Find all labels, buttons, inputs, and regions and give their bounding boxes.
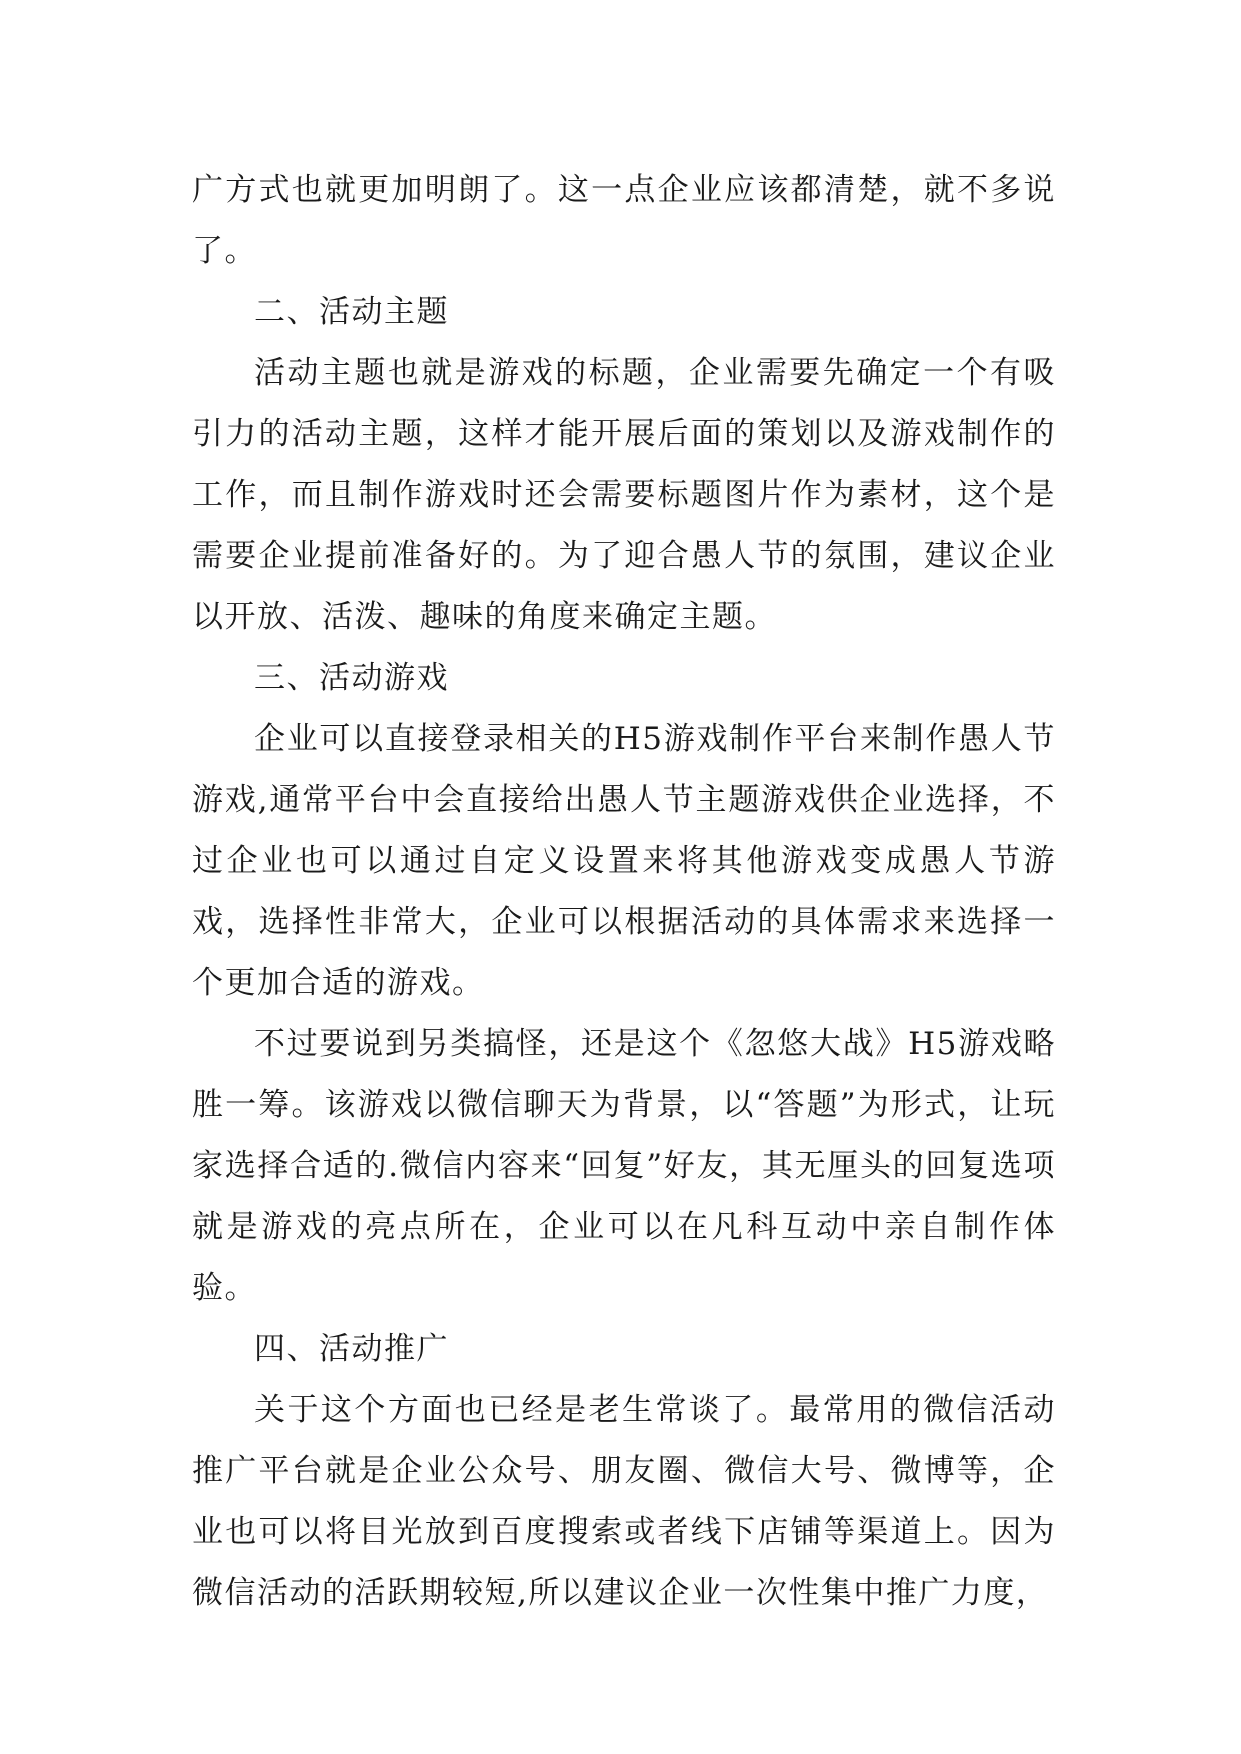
section-heading-theme: 二、活动主题	[254, 294, 449, 330]
section-heading-promotion: 四、活动推广	[254, 1331, 449, 1367]
document-body	[192, 160, 1056, 1624]
paragraph-continuation: 广方式也就更加明朗了。这一点企业应该都清楚，就不多说了。	[192, 172, 1056, 269]
paragraph-theme: 活动主题也就是游戏的标题，企业需要先确定一个有吸引力的活动主题，这样才能开展后面的策划以及游戏制作的工作，而且制作游戏时还会需要标题图片作为素材，这个是需要企业提前准备好的。为了迎合愚人节的氛围，建议企业以开放、活泼、趣味的角度来确定主题。	[192, 355, 1056, 635]
section-heading-game: 三、活动游戏	[254, 660, 449, 696]
paragraph-game: 企业可以直接登录相关的H5游戏制作平台来制作愚人节游戏,通常平台中会直接给出愚人节主题游戏供企业选择，不过企业也可以通过自定义设置来将其他游戏变成愚人节游戏，选择性非常大，企业可以根据活动的具体需求来选择一个更加合适的游戏。	[192, 721, 1056, 1001]
paragraph-game-example: 不过要说到另类搞怪，还是这个《忽悠大战》H5游戏略胜一筹。该游戏以微信聊天为背景，以“答题”为形式，让玩家选择合适的.微信内容来“回复”好友，其无厘头的回复选项就是游戏的亮点所在，企业可以在凡科互动中亲自制作体验。	[192, 1026, 1056, 1306]
paragraph-promotion: 关于这个方面也已经是老生常谈了。最常用的微信活动推广平台就是企业公众号、朋友圈、微信大号、微博等，企业也可以将目光放到百度搜索或者线下店铺等渠道上。因为微信活动的活跃期较短,所以建议企业一次性集中推广力度，	[192, 1392, 1056, 1611]
